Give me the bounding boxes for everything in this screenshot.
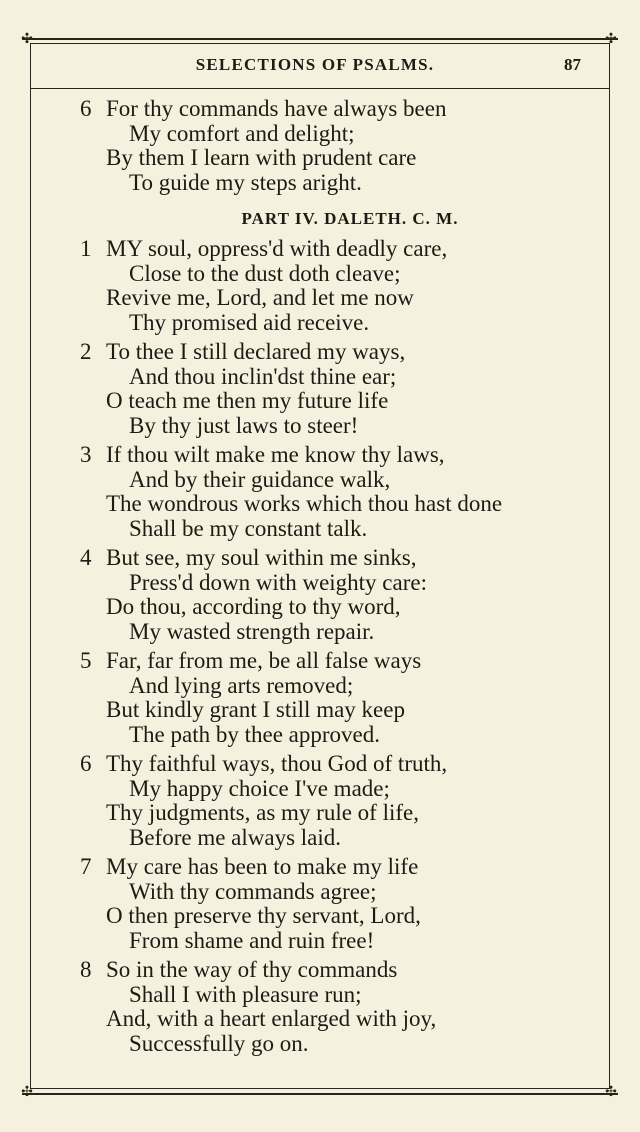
part-heading: PART IV. DALETH. C. M. [241, 209, 459, 228]
corner-ornament-icon: ✣ [21, 1085, 33, 1100]
verse-line: And by their guidance walk, [129, 466, 391, 492]
stanza-number: 2 [80, 339, 92, 364]
verse-line: And lying arts removed; [129, 672, 354, 698]
stanza-number: 7 [80, 854, 92, 879]
corner-ornament-icon: ✣ [605, 32, 617, 47]
verse-line: O then preserve thy servant, Lord, [106, 903, 421, 928]
stanza-4 [80, 546, 600, 644]
frame-left-rule [30, 43, 31, 1088]
verse-line: To thee I still declared my ways, [106, 339, 406, 364]
verse-line: From shame and ruin free! [129, 927, 375, 953]
verse-line: But see, my soul within me sinks, [106, 545, 417, 570]
verse-line: By them I learn with prudent care [106, 145, 417, 170]
verse-line: My comfort and delight; [129, 120, 355, 146]
verse-line: The path by thee approved. [129, 721, 380, 747]
verse-line: My wasted strength repair. [129, 618, 375, 644]
verse-line: Shall be my constant talk. [129, 515, 368, 541]
verse-line: But kindly grant I still may keep [106, 697, 405, 722]
verse-line: Do thou, according to thy word, [106, 594, 401, 619]
verse-line: Far, far from me, be all false ways [106, 648, 422, 673]
verse-line: By thy just laws to steer! [129, 412, 359, 438]
stanza-number: 4 [80, 545, 92, 570]
verse-line: Press'd down with weighty care: [129, 569, 427, 595]
verse-line: To guide my steps aright. [129, 169, 362, 195]
verse-line: Revive me, Lord, and let me now [106, 285, 414, 310]
verse-line: The wondrous works which thou hast done [106, 491, 503, 516]
page-number: 87 [564, 55, 581, 74]
verse-line: And, with a heart enlarged with joy, [106, 1006, 437, 1031]
running-title: SELECTIONS OF PSALMS. [195, 55, 435, 74]
corner-ornament-icon: ✣ [605, 1085, 617, 1100]
stanza-number: 6 [80, 751, 92, 776]
stanza-6 [80, 752, 600, 850]
stanza-8 [80, 958, 600, 1056]
stanza-2 [80, 340, 600, 438]
stanza-3 [80, 443, 600, 541]
stanza-number: 1 [80, 236, 92, 261]
verse-line: Thy judgments, as my rule of life, [106, 800, 419, 825]
verse-line: Successfully go on. [129, 1030, 309, 1056]
stanza-number: 6 [80, 96, 92, 121]
verse-line: My care has been to make my life [106, 854, 419, 879]
verse-line: So in the way of thy commands [106, 957, 398, 982]
frame-right-rule [609, 43, 610, 1088]
verse-line: If thou wilt make me know thy laws, [106, 442, 445, 467]
verse-line: Thy promised aid receive. [129, 309, 370, 335]
frame-top-inner-rule [30, 43, 610, 44]
verse-line: Thy faithful ways, thou God of truth, [106, 751, 448, 776]
verse-line: For thy commands have always been [106, 96, 447, 121]
stanza-1 [80, 237, 600, 335]
stanza-number: 8 [80, 957, 92, 982]
stanza-continued [80, 97, 600, 195]
frame-top-rule [22, 38, 618, 40]
verse-line: MY soul, oppress'd with deadly care, [106, 236, 448, 261]
verse-line: Close to the dust doth cleave; [129, 260, 401, 286]
verse-line: My happy choice I've made; [129, 775, 390, 801]
stanza-number: 5 [80, 648, 92, 673]
verse-line: Before me always laid. [129, 824, 342, 850]
verse-line: With thy commands agree; [129, 878, 377, 904]
stanza-5 [80, 649, 600, 747]
stanza-7 [80, 855, 600, 953]
stanza-number: 3 [80, 442, 92, 467]
frame-bottom-rule [22, 1093, 618, 1095]
frame-bottom-inner-rule [30, 1088, 610, 1089]
header-rule [30, 88, 609, 89]
hymn-text [80, 97, 600, 1056]
corner-ornament-icon: ✣ [21, 32, 33, 47]
verse-line: Shall I with pleasure run; [129, 981, 362, 1007]
verse-line: And thou inclin'dst thine ear; [129, 363, 397, 389]
verse-line: O teach me then my future life [106, 388, 389, 413]
